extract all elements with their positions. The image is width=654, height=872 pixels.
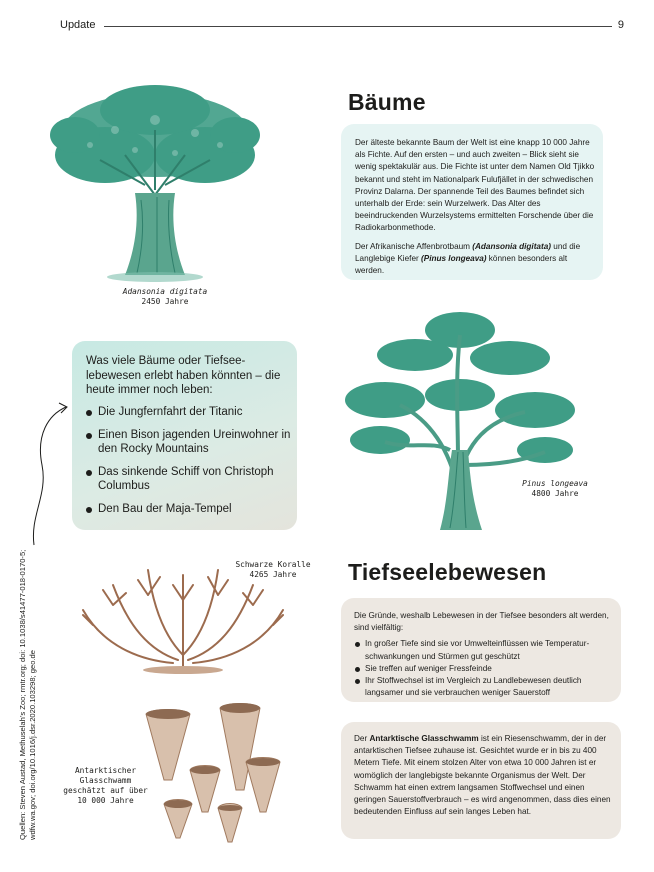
trees-species-paragraph: Der Afrikanische Affenbrotbaum (Adansonia digitata) und die Langlebige Kiefer (Pinus longeava) können besonders alt werden.	[355, 241, 581, 276]
baobab-species: Adansonia digitata	[122, 287, 208, 296]
baobab-caption	[110, 287, 220, 307]
deepsea-intro: Die Gründe, weshalb Lebewesen in der Tiefsee besonders alt werden, sind vielfältig:	[354, 611, 609, 633]
curved-arrow-icon	[28, 395, 73, 550]
sponge-caption	[58, 766, 153, 806]
list-item: Die Jungfernfahrt der Titanic	[86, 405, 291, 420]
sources-line: wdfw.wa.gov; doi.org/10.1016/j.dsr.2020.103298; geo.de	[28, 650, 37, 840]
list-item: Das sinkende Schiff von Christoph Columbus	[86, 465, 291, 494]
sponge-caption-line: 10 000 Jahre	[77, 796, 134, 805]
trees-text-box	[341, 124, 603, 280]
deepsea-heading: Tiefseelebewesen	[348, 559, 547, 585]
sponge-paragraph: Der Antarktische Glasschwamm ist ein Riesenschwamm, der in der antarktischen Tiefsee zuhause ist. Gesichtet wurde er in bis zu 400 Metern Tiefe. Mit einem stolzen Alter von etwa 10 000 Jahren ist er womöglich der langlebigste bekannte Organismus der Welt. Der Schwamm hat einen extrem langsamen Stoffwechsel und einen geringen Sauerstoffverbrauch – es wird angenommen, dass dies einen bedeutenden Einfluss auf sein langes Leben hat.	[354, 734, 611, 817]
callout-intro: Was viele Bäume oder Tiefseelebewesen erlebt haben könnten – die heute immer noch leben:	[86, 355, 281, 396]
pine-age: 4800 Jahre	[531, 489, 579, 498]
pine-species: Pinus longeava	[522, 479, 588, 488]
trees-paragraph: Der älteste bekannte Baum der Welt ist eine knapp 10 000 Jahre als Fichte. Auf den ersten – und auch zweiten – Blick sieht sie wenig spektakulär aus. Die Fichte ist unter dem Namen Old Tjikko bekannt und steht im Nationalpark Fulufjället in der schwedischen Provinz Dalarna. Der spannende Teil des Baumes befindet sich unterhalb der Erde: sein Wurzelwerk. Das Alter des beeindruckenden Wurzelsystems ermittelten Forschende über die Radiokarbonmethode.	[355, 138, 595, 233]
list-item: In großer Tiefe sind sie vor Umwelteinflüssen wie Temperaturschwankungen und Stürmen gut geschützt	[354, 638, 612, 662]
coral-name: Schwarze Koralle	[235, 560, 311, 569]
callout-list	[86, 405, 291, 524]
list-item: Einen Bison jagenden Ureinwohner in den Rocky Mountains	[86, 428, 291, 457]
list-item: Den Bau der Maja-Tempel	[86, 502, 291, 517]
sponge-text-box	[341, 722, 621, 839]
list-item: Ihr Stoffwechsel ist im Vergleich zu Landlebewesen deutlich langsamer und sie verbrauchen weniger Sauerstoff	[354, 675, 612, 699]
baobab-age: 2450 Jahre	[141, 297, 189, 306]
trees-heading: Bäume	[348, 89, 426, 115]
baobab-illustration	[45, 75, 265, 285]
deepsea-reasons-list	[354, 638, 612, 699]
sponge-caption-line: Glasschwamm	[79, 776, 132, 785]
sponge-illustration	[140, 700, 300, 845]
callout-box	[72, 341, 297, 530]
sources-note	[18, 540, 38, 840]
sponge-caption-line: geschätzt auf über	[63, 786, 148, 795]
list-item: Sie treffen auf weniger Fressfeinde	[354, 663, 612, 675]
page-number: 9	[617, 19, 624, 31]
pine-illustration	[340, 300, 580, 535]
coral-age: 4265 Jahre	[249, 570, 297, 579]
deepsea-reasons-box	[341, 598, 621, 702]
coral-caption	[228, 560, 318, 580]
pine-caption	[515, 479, 595, 499]
header-divider	[104, 26, 612, 27]
sources-line: Quellen: Steven Austad, Methuselah’s Zoo; rmtr.org; doi: 10.1038/s41477-018-0170-5;	[18, 549, 27, 840]
section-label: Update	[60, 19, 96, 31]
sponge-caption-line: Antarktischer	[74, 766, 137, 775]
